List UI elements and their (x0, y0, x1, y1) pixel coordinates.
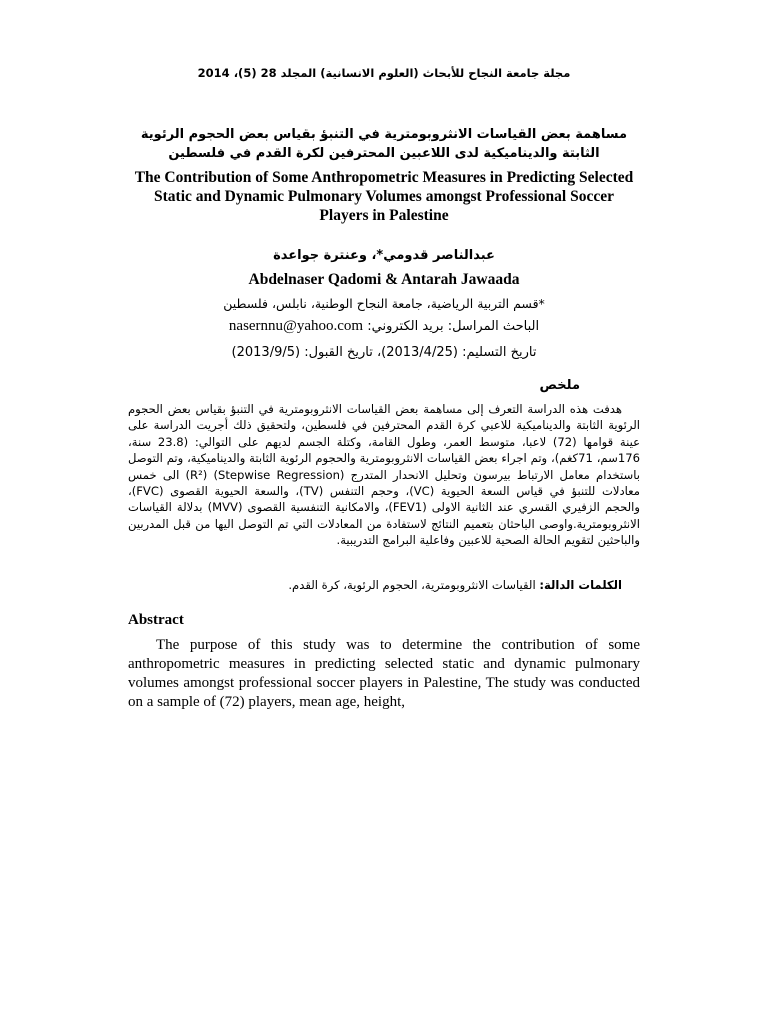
abstract-heading: Abstract (128, 612, 184, 628)
english-authors: Abdelnaser Qadomi & Antarah Jawaada (248, 271, 520, 288)
journal-header: مجلة جامعة النجاح للأبحاث (العلوم الانسانية) المجلد 28 (5)، 2014 (197, 66, 571, 80)
arabic-abstract-heading: ملخص (539, 378, 580, 393)
arabic-title: مساهمة بعض القياسات الانثروبومترية في التنبؤ بقياس بعض الحجوم الرئوية الثابتة والديناميكية لدى اللاعبين المحترفين لكرة القدم في فلسطين (140, 127, 628, 161)
english-abstract (128, 636, 640, 712)
affiliation: *قسم التربية الرياضية، جامعة النجاح الوطنية، نابلس، فلسطين (223, 296, 545, 311)
english-abstract-body: The purpose of this study was to determine the contribution of some anthropometric measures in predicting selected static and dynamic pulmonary volumes amongst professional soccer players in Palestine, The study was conducted on a sample of (72) players, mean age, height, (128, 637, 640, 710)
keywords (128, 578, 640, 592)
keywords-label: الكلمات الدالة: (539, 578, 622, 592)
correspondence-email[interactable]: nasernnu@yahoo.com (228, 318, 364, 334)
keywords-text: القياسات الانثروبومترية، الحجوم الرئوية، كرة القدم. (288, 578, 536, 592)
correspondence-label: الباحث المراسل: بريد الكتروني: (367, 319, 540, 334)
arabic-abstract (128, 401, 640, 549)
arabic-abstract-body: هدفت هذه الدراسة التعرف إلى مساهمة بعض القياسات الانثروبومترية في التنبؤ بقياس بعض الحجوم الرئوية الثابتة والديناميكية للاعبي كرة القدم المحترفين في فلسطين، ولتحقيق ذلك أجريت الدراسة على عينة قوامها (72) لاعبا، متوسط العمر، وطول القامة، وكتلة الجسم لديهم على التوالي: (23.8 سنة، 176سم، 71كغم)، وتم اجراء بعض القياسات الانثروبومترية والحجوم الرئوية الثابتة والديناميكية، وتم التوصل باستخدام معامل الارتباط بيرسون وتحليل الانحدار المتدرج (Stepwise Regression) (R²) الى خمس معادلات للتنبؤ في قياس السعة الحيوية (VC)، وحجم التنفس (TV)، والسعة الحيوية القصوى (FVC)، والحجم الزفيري القسري عند الثانية الاولى (FEV1)، والامكانية التنفسية القصوى (MVV) بدلالة القياسات الانثروبومترية.واوصى الباحثان بتعميم النتائج لاستفادة من المعادلات التي تم التوصل اليها من قبل المدربين والباحثين لتقويم الحالة الصحية للاعبين وفاعلية البرامج التدريبية. (128, 402, 641, 548)
arabic-authors: عبدالناصر قدومي*، وعنترة جواعدة (273, 248, 495, 263)
english-title: The Contribution of Some Anthropometric Measures in Predicting Selected Static and Dynamic Pulmonary Volumes amongst Professional Soccer Players in Palestine (134, 169, 634, 224)
correspondence (128, 318, 640, 335)
submission-dates: تاريخ التسليم: (2013/4/25)، تاريخ القبول: (2013/9/5) (231, 345, 537, 360)
